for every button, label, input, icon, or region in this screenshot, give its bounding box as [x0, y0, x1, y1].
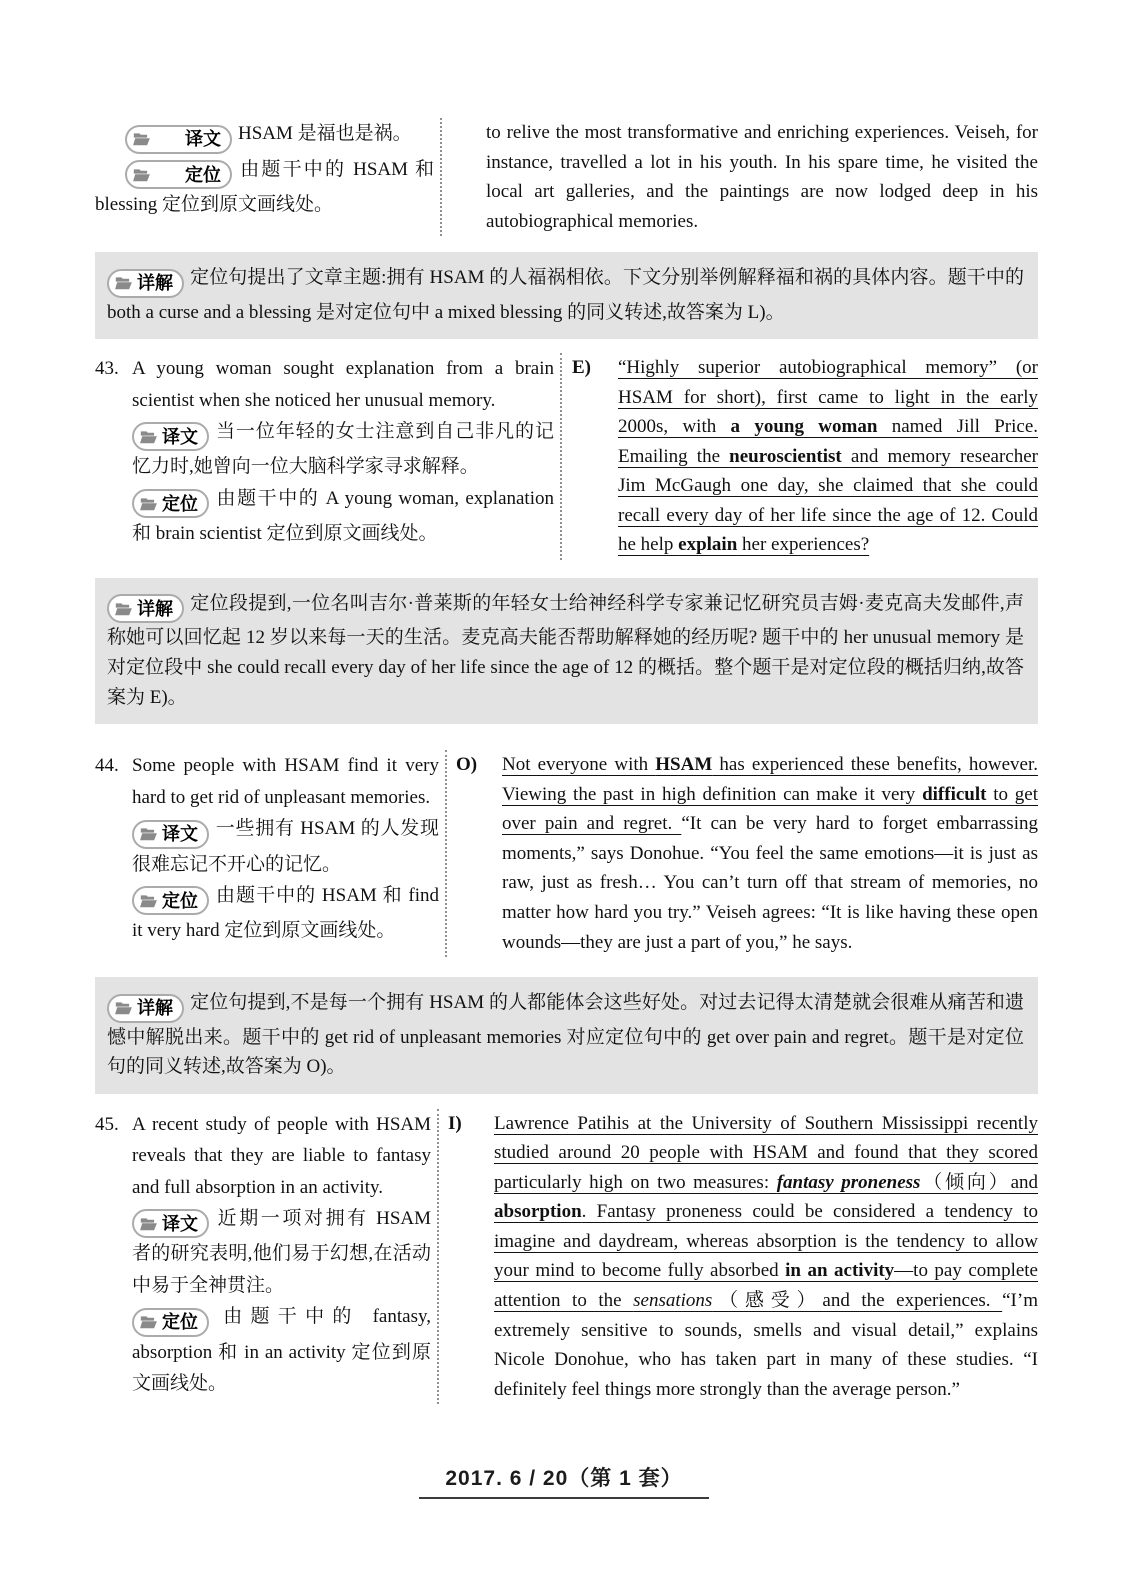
question-body [132, 353, 554, 549]
folder-icon [133, 168, 150, 182]
question-44-section [95, 750, 1038, 957]
translation-paragraph [132, 416, 554, 483]
pill-label: 译文 [162, 1213, 198, 1234]
question-stem: Some people with HSAM find it very hard to get rid of unpleasant memories. [132, 755, 439, 808]
translation-paragraph [95, 118, 434, 154]
question-45 [95, 1109, 431, 1399]
translation-pill [132, 422, 209, 451]
translation-paragraph [132, 1203, 431, 1301]
question-45-left-column [95, 1109, 437, 1404]
folder-icon [115, 602, 132, 616]
folder-icon [140, 430, 157, 444]
locate-paragraph [132, 880, 439, 947]
locate-text: 由题干中的 HSAM 和 blessing 定位到原文画线处。 [95, 158, 434, 215]
pill-label: 详解 [137, 598, 173, 619]
question-body [132, 750, 439, 946]
option-text: Not everyone with HSAM has experienced these benefits, however. Viewing the past in high definition can make it very difficult to get over pain and regret. “It can be very hard to forget embarrassing moments,” says Donohue. “You feel the same emotions—it is just as raw, just as fresh… You can’t turn off that stream of memories, no matter how hard you try.” Veiseh agrees: “It is like having these open wounds—they are just a part of you,” he says. [502, 754, 1039, 953]
translation-pill [125, 125, 232, 154]
folder-icon [133, 132, 150, 146]
question-number: 43. [95, 358, 119, 380]
question-number: 45. [95, 1113, 119, 1135]
folder-icon [115, 276, 132, 290]
explanation-box-44 [95, 977, 1038, 1094]
pill-label: 译文 [185, 129, 221, 149]
option-i [448, 1109, 1038, 1404]
option-e [572, 353, 1038, 560]
option-text: Lawrence Patihis at the University of Southern Mississippi recently studied around 20 people with HSAM and found that they scored particularly high on two measures: fantasy proneness（倾向）and absorption. Fantasy proneness could be considered a tendency to imagine and daydream, whereas absorption is the tendency to allow your mind to become fully absorbed in an activity—to pay complete attention to the sensations（感受）and the experiences. “I’m extremely sensitive to sounds, smells and visual detail,” explains Nicole Donohue, who has taken part in many of these studies. “I definitely feel things more strongly than the average person.” [494, 1112, 1038, 1400]
locate-paragraph [132, 483, 554, 550]
folder-icon [140, 827, 157, 841]
locate-paragraph [95, 154, 434, 221]
translation-paragraph [132, 813, 439, 880]
folder-icon [140, 894, 157, 908]
pill-label: 译文 [162, 426, 198, 447]
question-43-left-column [95, 353, 560, 560]
explanation-text: 定位段提到,一位名叫吉尔·普莱斯的年轻女士给神经科学专家兼记忆研究员吉姆·麦克高夫发邮件,声称她可以回忆起 12 岁以来每一天的生活。麦克高夫能否帮助解释她的经历呢? 题干中的 her unusual memory 是对定位段中 she could recall every day of her life since the age of 12 的概括。整个题干是对定位段的概括归纳,故答案为 E)。 [107, 592, 1024, 708]
section-answer-continuation [95, 118, 1038, 236]
question-44-right-column [447, 750, 1038, 957]
translation-text: HSAM 是福也是祸。 [238, 123, 412, 144]
question-43 [95, 353, 554, 549]
folder-icon [115, 1001, 132, 1015]
pill-label: 定位 [162, 1312, 198, 1333]
translation-text: 近期一项对拥有 HSAM 者的研究表明,他们易于幻想,在活动中易于全神贯注。 [132, 1207, 431, 1296]
question-43-right-column [562, 353, 1038, 560]
pill-label: 详解 [137, 273, 173, 294]
question-44 [95, 750, 439, 946]
option-letter: O) [456, 754, 478, 776]
footer-page-label: 2017. 6 / 20（第 1 套） [419, 1462, 708, 1499]
option-o [456, 750, 1038, 957]
question-stem: A recent study of people with HSAM reveals that they are liable to fantasy and full absorption in an activity. [132, 1113, 431, 1198]
question-44-left-column [95, 750, 445, 957]
explain-pill [107, 994, 184, 1023]
top-left-column [95, 118, 440, 236]
translation-pill [132, 1209, 209, 1238]
locate-pill [132, 1308, 209, 1337]
folder-icon [140, 497, 157, 511]
pill-label: 定位 [185, 164, 221, 185]
folder-icon [140, 1315, 157, 1329]
locate-pill [132, 489, 209, 518]
explanation-text: 定位句提出了文章主题:拥有 HSAM 的人福祸相依。下文分别举例解释福和祸的具体内容。题干中的 both a curse and a blessing 是对定位句中 a mixed blessing 的同义转述,故答案为 L)。 [107, 267, 1024, 323]
explain-pill [107, 269, 184, 298]
translation-text: 一些拥有 HSAM 的人发现很难忘记不开心的记忆。 [132, 818, 439, 875]
translation-pill [132, 820, 209, 849]
folder-icon [140, 1217, 157, 1231]
pill-label: 定位 [162, 493, 198, 514]
explanation-text: 定位句提到,不是每一个拥有 HSAM 的人都能体会这些好处。对过去记得太清楚就会很难从痛苦和遗憾中解脱出来。题干中的 get rid of unpleasant memories 对应定位句中的 get over pain and regret。题干是对定位句的同义转述,故答案为 O)。 [107, 992, 1024, 1078]
locate-paragraph [132, 1301, 431, 1399]
question-45-section [95, 1109, 1038, 1404]
question-43-section [95, 353, 1038, 560]
pill-label: 定位 [162, 890, 198, 911]
passage-excerpt: to relive the most transformative and enriching experiences. Veiseh, for instance, travelled a lot in his youth. In his spare time, he visited the local art galleries, and the paintings are now lodged deep in his autobiographical memories. [486, 122, 1038, 232]
explanation-box-l [95, 252, 1038, 339]
explanation-box-43 [95, 578, 1038, 724]
option-letter: E) [572, 357, 591, 379]
option-text: “Highly superior autobiographical memory” (or HSAM for short), first came to light in the early 2000s, with a young woman named Jill Price. Emailing the neuroscientist and memory researcher Jim McGaugh one day, she claimed that she could recall every day of her life since the age of 12. Could he help explain her experiences? [618, 357, 1039, 556]
option-letter: I) [448, 1112, 462, 1134]
page-footer [0, 1462, 1128, 1499]
top-right-column [442, 118, 1038, 236]
question-number: 44. [95, 755, 119, 777]
question-stem: A young woman sought explanation from a brain scientist when she noticed her unusual memory. [132, 358, 554, 411]
locate-text: 由题干中的 A young woman, explanation 和 brain scientist 定位到原文画线处。 [132, 487, 554, 545]
pill-label: 译文 [162, 824, 198, 845]
locate-pill [125, 160, 232, 189]
locate-text: 由题干中的 HSAM 和 find it very hard 定位到原文画线处。 [132, 884, 439, 942]
question-body [132, 1109, 431, 1399]
translation-text: 当一位年轻的女士注意到自己非凡的记忆力时,她曾向一位大脑科学家寻求解释。 [132, 420, 554, 478]
locate-pill [132, 886, 209, 915]
explain-pill [107, 594, 184, 623]
locate-text: 由题干中的 fantasy, absorption 和 in an activity 定位到原文画线处。 [132, 1306, 431, 1394]
question-45-right-column [439, 1109, 1038, 1404]
pill-label: 详解 [137, 998, 173, 1019]
